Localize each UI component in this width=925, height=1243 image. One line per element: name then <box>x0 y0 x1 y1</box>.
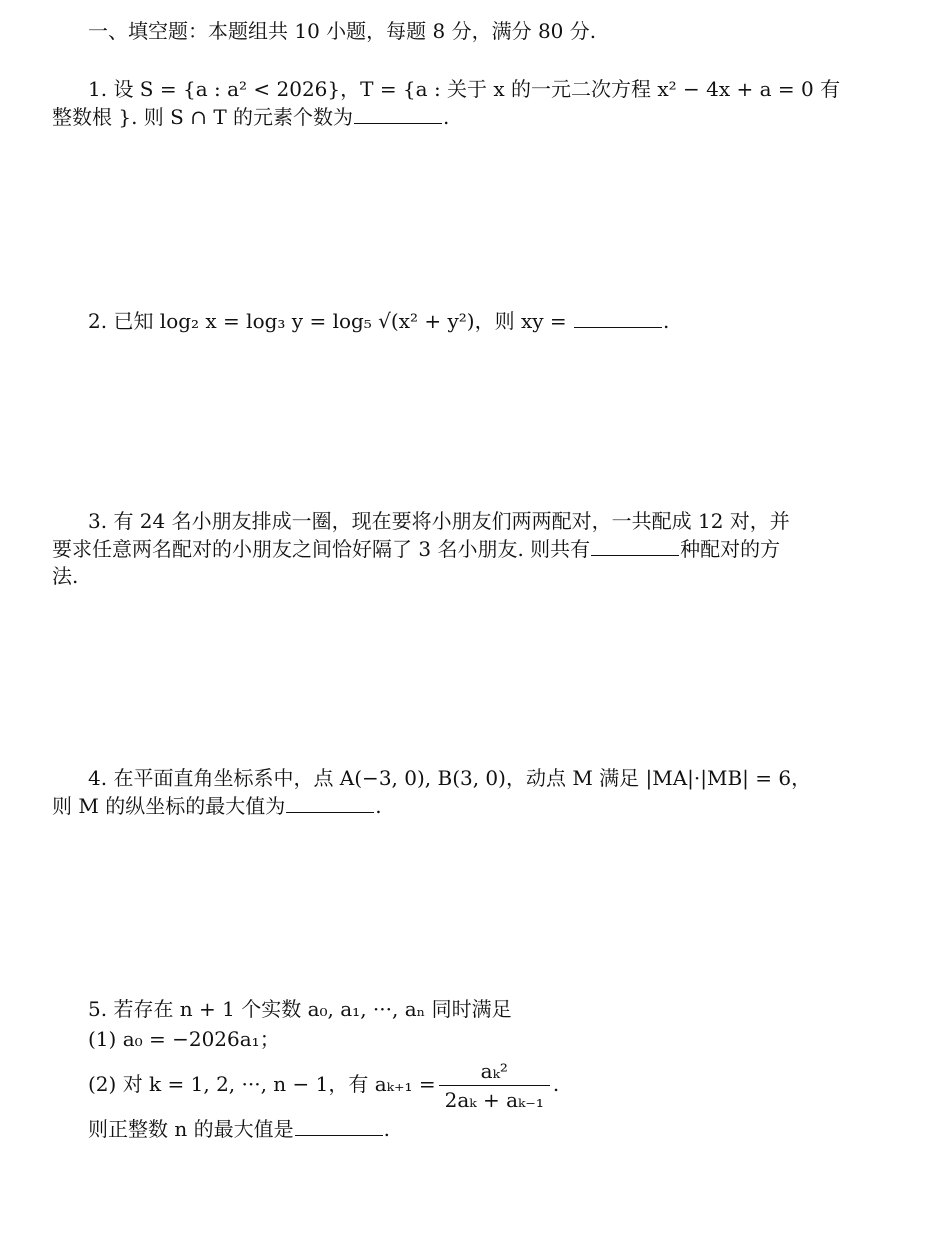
answer-blank-5[interactable] <box>295 1115 383 1136</box>
question-2-line-1 <box>52 307 892 335</box>
question-4-number: 4. <box>88 766 108 790</box>
question-4 <box>52 765 892 820</box>
section-header-text: 一、填空题：本题组共 10 小题，每题 8 分，满分 80 分. <box>88 19 597 43</box>
question-2-text-1: 已知 log₂ x = log₃ y = log₅ √(x² + y²)，则 xy = <box>113 309 567 333</box>
question-5-text-last: 则正整数 n 的最大值是 <box>88 1117 294 1141</box>
question-3-line-3: 法. <box>52 564 79 588</box>
question-1-text-2: 整数根 }. 则 S ∩ T 的元素个数为 <box>52 105 354 129</box>
question-5-text-1: 若存在 n + 1 个实数 a₀, a₁, ···, aₙ 同时满足 <box>113 997 512 1021</box>
question-5-last-line <box>88 1114 925 1144</box>
question-4-text-3: . <box>375 794 382 818</box>
question-3-line-1 <box>52 508 892 535</box>
question-1-line-2 <box>52 103 892 131</box>
question-5 <box>52 994 925 1144</box>
question-1-text-1: 设 S = {a : a² < 2026}，T = {a : 关于 x 的一元二次方程 x² − 4x + a = 0 有 <box>113 77 841 101</box>
question-3-text-3: 种配对的方 <box>680 537 781 561</box>
answer-blank-4[interactable] <box>286 792 374 813</box>
question-5-condition-1: (1) a₀ = −2026a₁； <box>88 1027 280 1051</box>
question-4-line-1 <box>52 765 892 792</box>
question-3-line-2 <box>52 535 892 563</box>
question-5-number: 5. <box>88 997 108 1021</box>
question-4-text-2: 则 M 的纵坐标的最大值为 <box>52 794 286 818</box>
question-3-text-1: 有 24 名小朋友排成一圈，现在要将小朋友们两两配对，一共配成 12 对，并 <box>113 509 790 533</box>
question-3-number: 3. <box>88 509 108 533</box>
answer-blank-2[interactable] <box>574 307 662 328</box>
question-1-number: 1. <box>88 77 108 101</box>
question-1-text-3: . <box>443 105 450 129</box>
question-5-condition-2-end: . <box>552 1072 560 1096</box>
answer-blank-3[interactable] <box>591 535 679 556</box>
section-header <box>52 18 925 45</box>
question-5-condition-2-text: (2) 对 k = 1, 2, ···, n − 1，有 aₖ₊₁ = <box>88 1072 436 1096</box>
question-5-condition-2 <box>88 1054 925 1114</box>
question-3 <box>52 508 892 590</box>
question-1-line-1 <box>52 76 892 103</box>
fraction-numerator: aₖ² <box>439 1059 550 1086</box>
question-4-line-2 <box>52 792 892 820</box>
fraction-denominator: 2aₖ + aₖ₋₁ <box>444 1088 544 1112</box>
question-3-text-2: 要求任意两名配对的小朋友之间恰好隔了 3 名小朋友. 则共有 <box>52 537 591 561</box>
question-1 <box>52 76 892 131</box>
answer-blank-1[interactable] <box>354 103 442 124</box>
question-2 <box>52 307 892 335</box>
question-2-number: 2. <box>88 309 108 333</box>
question-4-text-1: 在平面直角坐标系中，点 A(−3, 0), B(3, 0)，动点 M 满足 |MA|·|MB| = 6， <box>113 766 812 790</box>
question-2-text-2: . <box>663 309 670 333</box>
recurrence-fraction <box>439 1059 550 1112</box>
question-5-text-end: . <box>383 1117 390 1141</box>
question-5-line-1 <box>88 994 925 1024</box>
